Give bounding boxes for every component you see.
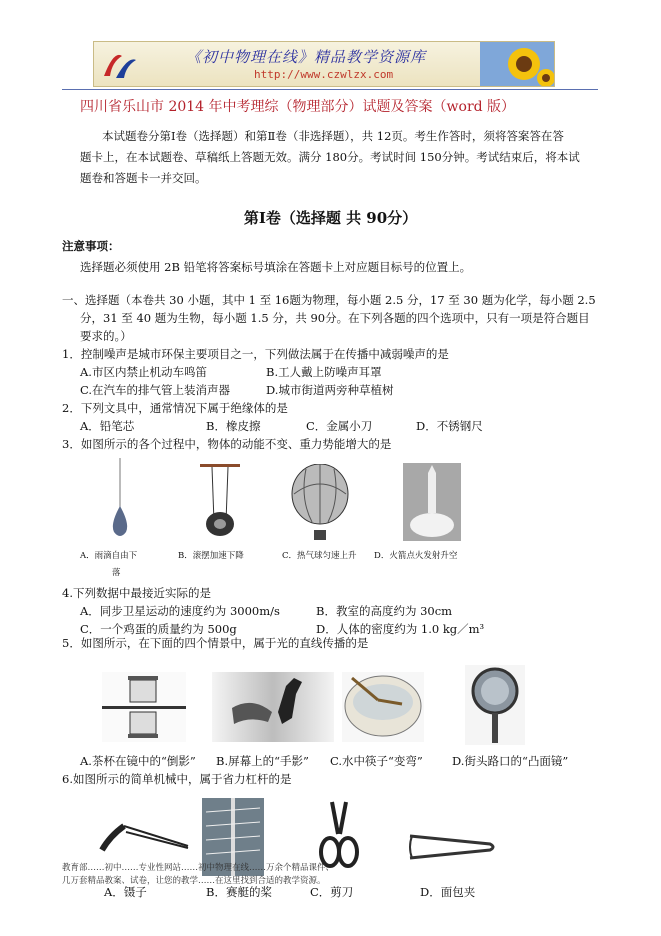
q1-option-c: C.在汽车的排气管上装消声器 bbox=[80, 383, 231, 397]
intro-line-1: 本试题卷分第Ⅰ卷（选择题）和第Ⅱ卷（非选择题），共 12页。考生作答时，须将答案答在答 bbox=[102, 129, 564, 143]
q4-option-d: D．人体的密度约为 1.0 kg／m³ bbox=[316, 622, 485, 636]
rocket-icon bbox=[403, 463, 461, 541]
q6-stem: 6.如图所示的简单机械中，属于省力杠杆的是 bbox=[62, 772, 292, 786]
footer-line-1: 教育部……初中……专业性网站……初中物理在线……万余个精品课件、 bbox=[62, 863, 335, 873]
q3-option-d: D．火箭点火发射升空 bbox=[374, 551, 458, 561]
q4-stem: 4.下列数据中最接近实际的是 bbox=[62, 586, 211, 600]
header-rule bbox=[62, 89, 598, 90]
q3-option-c: C．热气球匀速上升 bbox=[282, 551, 357, 561]
q6-option-b: B．赛艇的桨 bbox=[206, 885, 272, 899]
intro-line-2: 题卡上，在本试题卷、草稿纸上答题无效。满分 180分。考试时间 150分钟。考试结束后，将本试 bbox=[80, 150, 580, 164]
q6-option-d: D．面包夹 bbox=[420, 885, 476, 899]
teacup-mirror-figure bbox=[102, 672, 186, 742]
maxwell-wheel-figure bbox=[200, 462, 240, 544]
q2-option-b: B．橡皮擦 bbox=[206, 419, 261, 433]
q2-option-d: D．不锈钢尺 bbox=[416, 419, 483, 433]
section-intro-line-3: 要求的。） bbox=[80, 329, 132, 343]
rocket-launch-figure bbox=[403, 463, 461, 541]
q5-option-d: D.街头路口的“凸面镜” bbox=[452, 754, 569, 768]
q5-stem: 5．如图所示，在下面的四个情景中，属于光的直线传播的是 bbox=[62, 636, 369, 650]
section-intro-line-1: 一、选择题（本卷共 30 小题，其中 1 至 16题为物理，每小题 2.5 分，17 至 30 题为化学，每小题 2.5 bbox=[62, 293, 596, 307]
convex-mirror-figure bbox=[465, 665, 525, 745]
scissors-figure bbox=[318, 800, 360, 870]
q1-option-d: D.城市街道两旁种草植树 bbox=[266, 383, 394, 397]
q3-option-b: B．滚摆加速下降 bbox=[178, 551, 244, 561]
q4-option-a: A．同步卫星运动的速度约为 3000m/s bbox=[80, 604, 280, 618]
giraffe-shadow-icon bbox=[212, 672, 334, 742]
q4-option-c: C．一个鸡蛋的质量约为 500g bbox=[80, 622, 237, 636]
sunflower-icon bbox=[480, 42, 554, 86]
raindrop-figure bbox=[104, 458, 136, 542]
q3-option-a: A．雨滴自由下 bbox=[80, 551, 138, 561]
q5-option-a: A.茶杯在镜中的“倒影” bbox=[80, 754, 196, 768]
banner-url[interactable]: http://www.czwlzx.com bbox=[254, 68, 394, 81]
q5-option-c: C.水中筷子“变弯” bbox=[330, 754, 423, 768]
q4-option-b: B．教室的高度约为 30cm bbox=[316, 604, 453, 618]
tweezers-figure bbox=[96, 806, 192, 862]
q1-option-b: B.工人戴上防噪声耳罩 bbox=[266, 365, 382, 379]
logo-icon bbox=[100, 46, 140, 82]
part-title: 第Ⅰ卷（选择题 共 90分） bbox=[243, 209, 418, 227]
hot-air-balloon-figure bbox=[290, 464, 350, 544]
notice-text: 选择题必须使用 2B 铅笔将答案标号填涂在答题卡上对应题目标号的位置上。 bbox=[80, 260, 472, 274]
section-intro-line-2: 分，31 至 40 题为生物，每小题 1.5 分，共 90分。在下列各题的四个选项中，只有一项是符合题目 bbox=[80, 311, 590, 325]
q1-option-a: A.市区内禁止机动车鸣笛 bbox=[80, 365, 207, 379]
q3-option-a-cont: 落 bbox=[112, 568, 121, 578]
q3-stem: 3．如图所示的各个过程中，物体的动能不变、重力势能增大的是 bbox=[62, 437, 392, 451]
q1-stem: 1．控制噪声是城市环保主要项目之一，下列做法属于在传播中减弱噪声的是 bbox=[62, 347, 449, 361]
q2-option-c: C．金属小刀 bbox=[306, 419, 373, 433]
notice-heading: 注意事项： bbox=[62, 239, 120, 253]
bread-tongs-figure bbox=[406, 826, 498, 868]
document-title: 四川省乐山市 2014 年中考理综（物理部分）试题及答案（word 版） bbox=[80, 99, 516, 115]
header-banner bbox=[93, 41, 555, 87]
chopsticks-in-water-figure bbox=[342, 672, 424, 742]
q2-option-a: A．铅笔芯 bbox=[80, 419, 135, 433]
q5-option-b: B.屏幕上的“手影” bbox=[216, 754, 309, 768]
q6-option-a: A．镊子 bbox=[104, 885, 147, 899]
footer-line-2: 几万套精品教案、试卷，让您的教学……在这里找到合适的教学资源。 bbox=[62, 876, 326, 886]
banner-title: 《初中物理在线》精品教学资源库 bbox=[186, 48, 427, 66]
q6-option-c: C．剪刀 bbox=[310, 885, 354, 899]
hand-shadow-figure bbox=[212, 672, 334, 742]
q2-stem: 2．下列文具中，通常情况下属于绝缘体的是 bbox=[62, 401, 288, 415]
intro-line-3: 题卷和答题卡一并交回。 bbox=[80, 171, 207, 185]
